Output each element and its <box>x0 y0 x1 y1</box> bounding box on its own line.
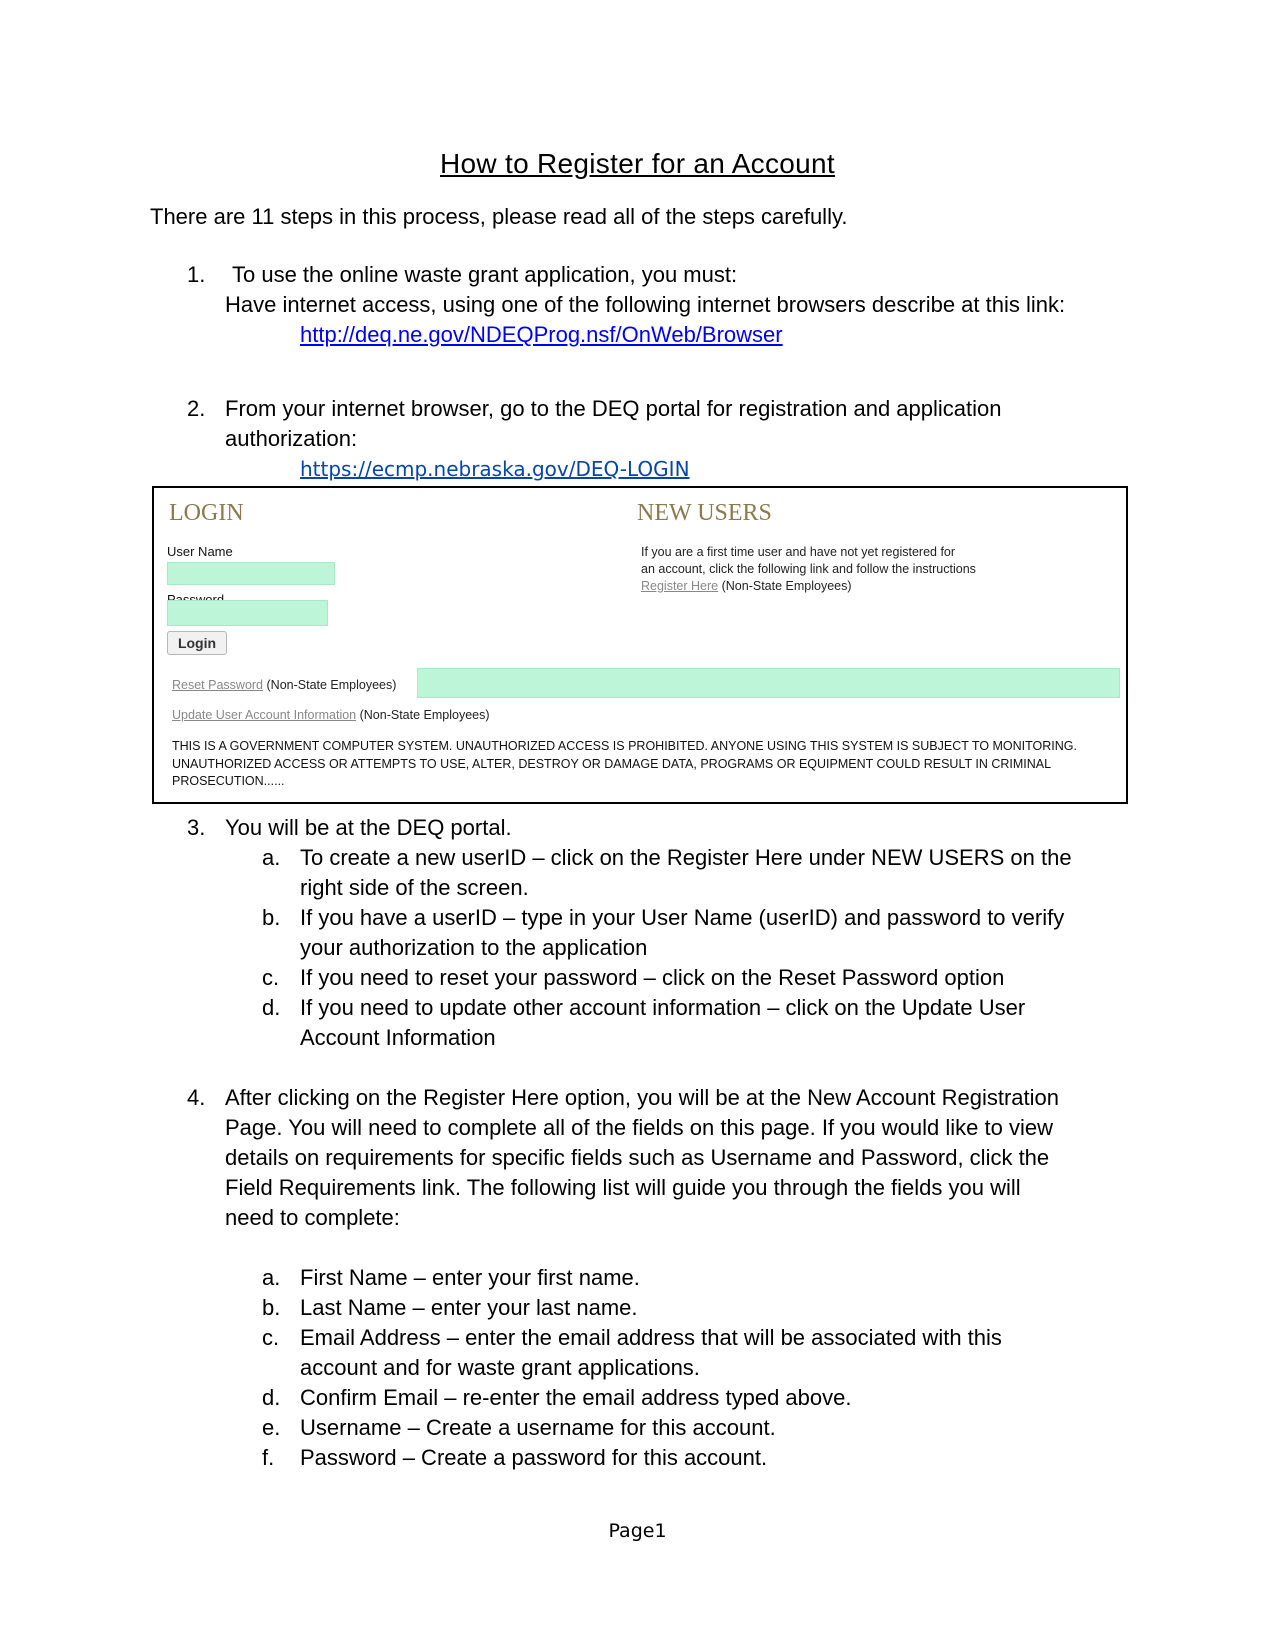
step-4-line-2: Page. You will need to complete all of the fields on this page. If you would like to view <box>225 1115 1053 1140</box>
step-3-item-b-line-1: If you have a userID – type in your User Name (userID) and password to verify <box>300 905 1065 930</box>
step-4-item-d: Confirm Email – re-enter the email address typed above. <box>300 1385 852 1410</box>
login-heading: LOGIN <box>169 500 244 526</box>
step-1-line-2: Have internet access, using one of the following internet browsers describe at this link: <box>225 292 1066 317</box>
step-2-number: 2. <box>187 396 206 421</box>
step-4-item-c-line-2: account and for waste grant applications. <box>300 1355 700 1380</box>
new-users-line-1: If you are a first time user and have not yet registered for <box>641 545 956 559</box>
step-3-item-b-line-2: your authorization to the application <box>300 935 648 960</box>
step-3-item-c-line-1: If you need to reset your password – click on the Reset Password option <box>300 965 1005 990</box>
update-account-link[interactable]: Update User Account Information <box>172 708 357 722</box>
step-4-item-e: Username – Create a username for this account. <box>300 1415 776 1440</box>
login-button[interactable]: Login <box>167 631 227 655</box>
page-title: How to Register for an Account <box>440 148 835 179</box>
new-users-line-2: an account, click the following link and follow the instructions <box>641 562 976 576</box>
step-3-item-d-line-1: If you need to update other account information – click on the Update User <box>300 995 1026 1020</box>
step-2-line-2: authorization: <box>225 426 358 451</box>
reset-suffix: (Non-State Employees) <box>266 678 397 692</box>
step-3-item-d-line-2: Account Information <box>300 1025 496 1050</box>
intro-text: There are 11 steps in this process, please read all of the steps carefully. <box>150 204 848 229</box>
register-here-link[interactable]: Register Here <box>641 579 719 593</box>
step-4-letter-d: d. <box>262 1385 281 1410</box>
step-4-item-b: Last Name – enter your last name. <box>300 1295 638 1320</box>
step-3-letter-a: a. <box>262 845 281 870</box>
step-1-line-1: To use the online waste grant application, you must: <box>232 262 738 287</box>
step-4-line-4: Field Requirements link. The following list will guide you through the fields you will <box>225 1175 1021 1200</box>
browser-link[interactable]: http://deq.ne.gov/NDEQProg.nsf/OnWeb/Browser <box>300 322 783 347</box>
user-name-input[interactable] <box>167 562 335 585</box>
step-4-item-f: Password – Create a password for this account. <box>300 1445 768 1470</box>
update-account-row <box>172 707 490 725</box>
step-4-line-1: After clicking on the Register Here option, you will be at the New Account Registration <box>225 1085 1059 1110</box>
step-4-letter-f: f. <box>262 1445 275 1470</box>
step-4-letter-e: e. <box>262 1415 281 1440</box>
update-suffix: (Non-State Employees) <box>359 708 490 722</box>
step-3-text: You will be at the DEQ portal. <box>225 815 512 840</box>
login-screenshot <box>152 486 1128 804</box>
step-4-letter-a: a. <box>262 1265 281 1290</box>
step-3-item-a-line-2: right side of the screen. <box>300 875 529 900</box>
step-2-line-1: From your internet browser, go to the DEQ portal for registration and application <box>225 396 1002 421</box>
register-suffix: (Non-State Employees) <box>721 579 852 593</box>
password-input[interactable] <box>167 600 328 626</box>
step-4-number: 4. <box>187 1085 206 1110</box>
deq-login-link[interactable]: https://ecmp.nebraska.gov/DEQ-LOGIN <box>300 457 690 481</box>
step-4-line-5: need to complete: <box>225 1205 400 1230</box>
step-4-letter-b: b. <box>262 1295 281 1320</box>
step-3-number: 3. <box>187 815 206 840</box>
new-users-heading: NEW USERS <box>637 500 772 526</box>
step-4-letter-c: c. <box>262 1325 280 1350</box>
step-4-item-a: First Name – enter your first name. <box>300 1265 640 1290</box>
register-row <box>641 578 852 596</box>
user-name-label: User Name <box>167 544 233 559</box>
step-4-line-3: details on requirements for specific fields such as Username and Password, click the <box>225 1145 1050 1170</box>
highlight-bar <box>417 668 1120 698</box>
step-3-letter-d: d. <box>262 995 281 1020</box>
step-3-letter-c: c. <box>262 965 280 990</box>
step-4-item-c-line-1: Email Address – enter the email address that will be associated with this <box>300 1325 1002 1350</box>
reset-password-row <box>172 677 396 695</box>
step-3-letter-b: b. <box>262 905 281 930</box>
security-warning: THIS IS A GOVERNMENT COMPUTER SYSTEM. UNAUTHORIZED ACCESS IS PROHIBITED. ANYONE USING THIS SYSTEM IS SUBJECT TO MONITORING. UNAUTHORIZED ACCESS OR ATTEMPTS TO USE, ALTER, DESTROY OR DAMAGE DATA, PROGRAMS OR EQUIPMENT COULD RESULT IN CRIMINAL PROSECUTION...... <box>172 739 1078 788</box>
reset-password-link[interactable]: Reset Password <box>172 678 264 692</box>
step-3-item-a-line-1: To create a new userID – click on the Register Here under NEW USERS on the <box>300 845 1072 870</box>
page-number: Page1 <box>608 1520 667 1542</box>
step-1-number: 1. <box>187 262 206 287</box>
